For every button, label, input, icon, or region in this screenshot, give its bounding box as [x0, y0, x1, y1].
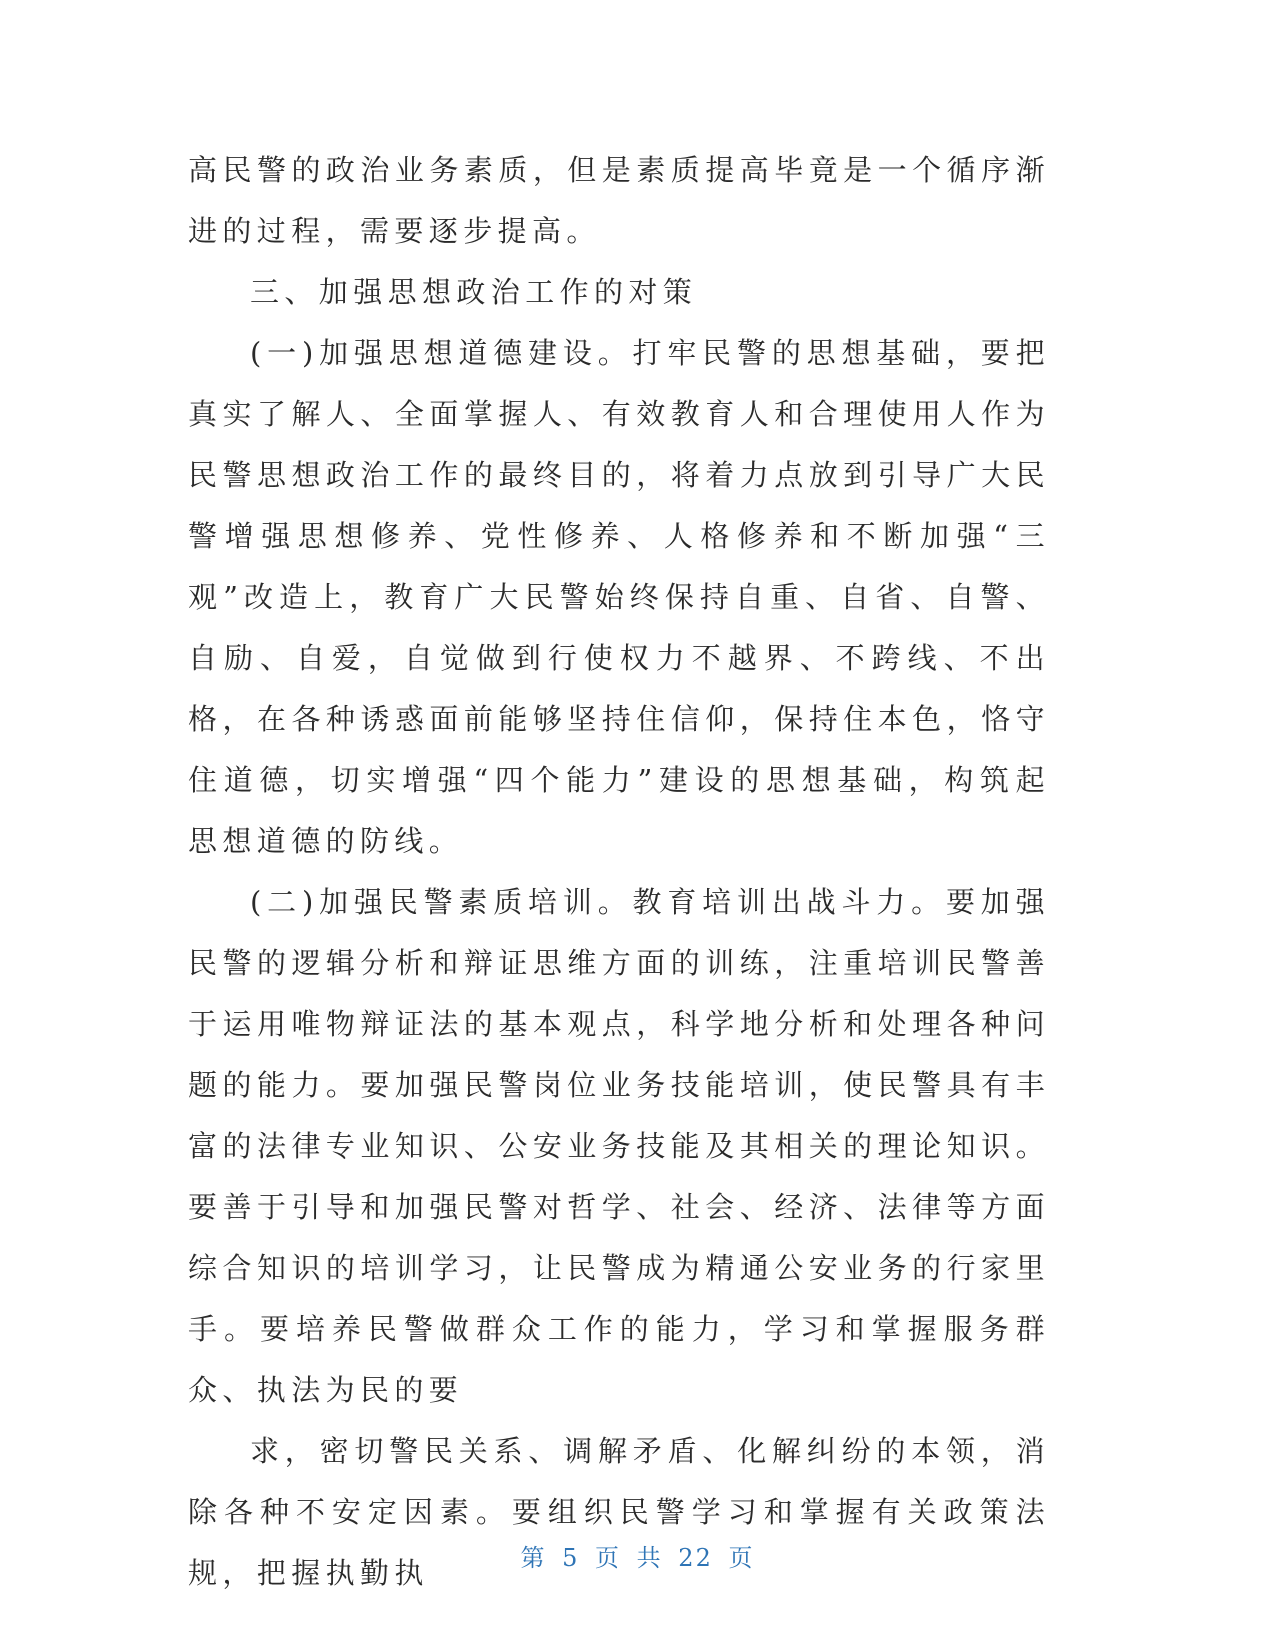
paragraph-4: (二)加强民警素质培训。教育培训出战斗力。要加强民警的逻辑分析和辩证思维方面的训练，注重培训民警善于运用唯物辩证法的基本观点，科学地分析和处理各种问题的能力。要加强民警岗位业务技能培训，使民警具有丰富的法律专业知识、公安业务技能及其相关的理论知识。要善于引导和加强民警对哲学、社会、经济、法律等方面综合知识的培训学习，让民警成为精通公安业务的行家里手。要培养民警做群众工作的能力，学习和掌握服务群众、执法为民的要 — [188, 885, 1050, 1407]
page-number-footer: 第 5 页 共 22 页 — [520, 1544, 755, 1572]
paragraph-1: 高民警的政治业务素质，但是素质提高毕竟是一个循序渐进的过程，需要逐步提高。 — [188, 153, 1050, 248]
paragraph-5: 求，密切警民关系、调解矛盾、化解纠纷的本领，消除各种不安定因素。要组织民警学习和掌握有关政策法规，把握执勤执 — [188, 1434, 1050, 1590]
body-text — [188, 140, 1050, 1604]
paragraph-3: (一)加强思想道德建设。打牢民警的思想基础，要把真实了解人、全面掌握人、有效教育人和合理使用人作为民警思想政治工作的最终目的，将着力点放到引导广大民警增强思想修养、党性修养、人格修养和不断加强“三观”改造上，教育广大民警始终保持自重、自省、自警、自励、自爱，自觉做到行使权力不越界、不跨线、不出格，在各种诱惑面前能够坚持住信仰，保持住本色，恪守住道德，切实增强“四个能力”建设的思想基础，构筑起思想道德的防线。 — [188, 336, 1050, 858]
section-heading: 三、加强思想政治工作的对策 — [250, 275, 698, 309]
